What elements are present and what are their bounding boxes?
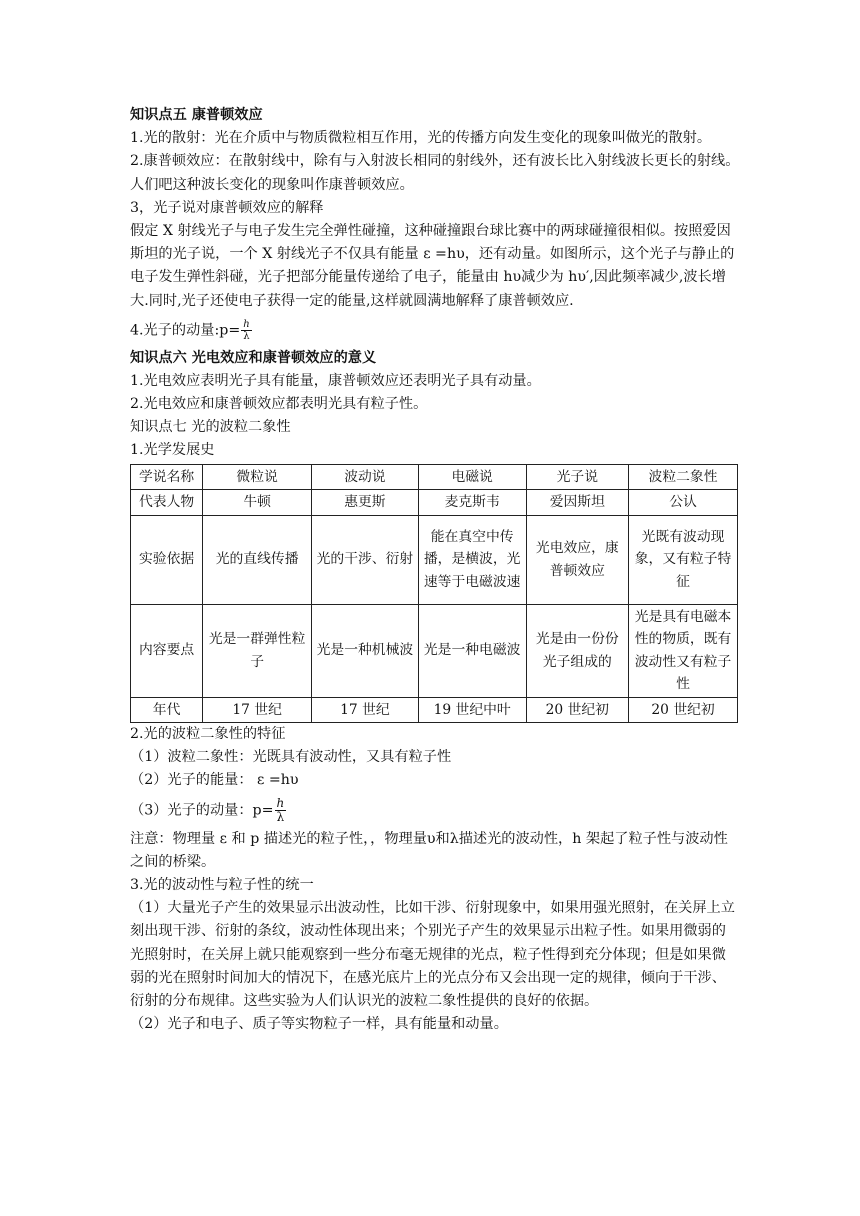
- table-cell: 惠更斯: [312, 490, 419, 516]
- section5-para3: 3，光子说对康普顿效应的解释: [130, 199, 324, 216]
- fraction-denominator: λ: [243, 330, 250, 342]
- table-cell: 光是一种电磁波: [418, 604, 526, 697]
- table-cell: 20 世纪初: [629, 697, 738, 723]
- section5-para4: 假定 X 射线光子与电子发生完全弹性碰撞，这种碰撞跟台球比赛中的两球碰撞很相似。按照爱因斯坦的光子说，一个 X 射线光子不仅具有能量 ε =hυ，还有动量。如图所示，这个光子与静止的电子发生弹性斜碰，光子把部分能量传递给了电子，能量由 hυ减少为 hυ′,因此频率减少,波长增大.同时,光子还使电子获得一定的能量,这样就圆满地解释了康普顿效应.: [130, 223, 735, 309]
- optics-history-heading: 1.光学发展史: [130, 442, 215, 459]
- table-cell: 微粒说: [203, 464, 312, 490]
- table-row-header: 学说名称: [131, 464, 203, 490]
- section6-title: 知识点六 光电效应和康普顿效应的意义: [130, 349, 377, 366]
- document-page: [130, 104, 740, 1036]
- feature-3-prefix: （3）光子的动量：p=: [130, 802, 274, 819]
- feature-1: （1）波粒二象性：光既具有波动性，又具有粒子性: [130, 749, 452, 766]
- section6-para1: 1.光电效应表明光子具有能量，康普顿效应还表明光子具有动量。: [130, 372, 541, 389]
- table-cell: 波粒二象性: [629, 464, 738, 490]
- table-cell: 光电效应，康普顿效应: [526, 515, 629, 604]
- unity-heading: 3.光的波动性与粒子性的统一: [130, 877, 314, 894]
- table-cell: 牛顿: [203, 490, 312, 516]
- section5-para1: 1.光的散射：光在介质中与物质微粒相互作用，光的传播方向发生变化的现象叫做光的散射。: [130, 130, 712, 147]
- table-row-header: 内容要点: [131, 604, 203, 697]
- table-cell: 光的干涉、衍射: [312, 515, 419, 604]
- table-cell: 光既有波动现象，又有粒子特征: [629, 515, 738, 604]
- table-row-header: 年代: [131, 697, 203, 723]
- table-row: [131, 604, 738, 697]
- table-cell: 17 世纪: [203, 697, 312, 723]
- table-cell: 光子说: [526, 464, 629, 490]
- momentum-fraction: [241, 319, 251, 342]
- table-cell: 电磁说: [418, 464, 526, 490]
- table-cell: 19 世纪中叶: [418, 697, 526, 723]
- unity-para1: （1）大量光子产生的效果显示出波动性，比如干涉、衍射现象中，如果用强光照射，在关屏上立刻出现干涉、衍射的条纹，波动性体现出来；个别光子产生的效果显示出粒子性。如果用微弱的光照射时，在关屏上就只能观察到一些分布毫无规律的光点，粒子性得到充分体现；但是如果微弱的光在照射时间加大的情况下，在感光底片上的光点分布又会出现一定的规律，倾向于干涉、衍射的分布规律。这些实验为人们认识光的波粒二象性提供的良好的依据。: [130, 900, 735, 1010]
- section5-title: 知识点五 康普顿效应: [130, 107, 263, 123]
- section7-title: 知识点七 光的波粒二象性: [130, 419, 291, 436]
- table-cell: 光是由一份份光子组成的: [526, 604, 629, 697]
- photon-momentum-prefix: 4.光子的动量:p=: [130, 322, 241, 339]
- table-cell: 光是一种机械波: [312, 604, 419, 697]
- section6-para2: 2.光电效应和康普顿效应都表明光具有粒子性。: [130, 395, 428, 412]
- table-cell: 光是具有电磁本性的物质，既有波动性又有粒子性: [629, 604, 738, 697]
- table-cell: 能在真空中传播，是横波，光速等于电磁波速: [418, 515, 526, 604]
- table-row: [131, 490, 738, 516]
- table-row: [131, 515, 738, 604]
- momentum-fraction-2: [275, 797, 287, 824]
- feature-2: （2）光子的能量： ε =hυ: [130, 772, 299, 789]
- table-cell: 17 世纪: [312, 697, 419, 723]
- table-cell: 波动说: [312, 464, 419, 490]
- unity-para2: （2）光子和电子、质子等实物粒子一样，具有能量和动量。: [130, 1016, 508, 1033]
- wave-particle-features-heading: 2.光的波粒二象性的特征: [130, 726, 286, 743]
- fraction-numerator: h: [243, 318, 250, 330]
- table-row-header: 代表人物: [131, 490, 203, 516]
- section5-para2: 2.康普顿效应：在散射线中，除有与入射波长相同的射线外，还有波长比入射线波长更长的射线。人们吧这种波长变化的现象叫作康普顿效应。: [130, 153, 740, 193]
- fraction-denominator: λ: [276, 809, 285, 824]
- note-paragraph: 注意：物理量 ε 和 p 描述光的粒子性，，物理量υ和λ描述光的波动性，h 架起了粒子性与波动性之间的桥梁。: [130, 830, 728, 870]
- fraction-numerator: h: [276, 795, 285, 810]
- feature-3-line: [130, 797, 740, 824]
- table-cell: 公认: [629, 490, 738, 516]
- table-row-header: 实验依据: [131, 515, 203, 604]
- optics-history-table: [130, 464, 738, 724]
- table-cell: 20 世纪初: [526, 697, 629, 723]
- table-row: [131, 697, 738, 723]
- table-cell: 光的直线传播: [203, 515, 312, 604]
- table-row: [131, 464, 738, 490]
- photon-momentum-line: [130, 319, 740, 343]
- table-cell: 爱因斯坦: [526, 490, 629, 516]
- table-cell: 光是一群弹性粒子: [203, 604, 312, 697]
- table-cell: 麦克斯韦: [418, 490, 526, 516]
